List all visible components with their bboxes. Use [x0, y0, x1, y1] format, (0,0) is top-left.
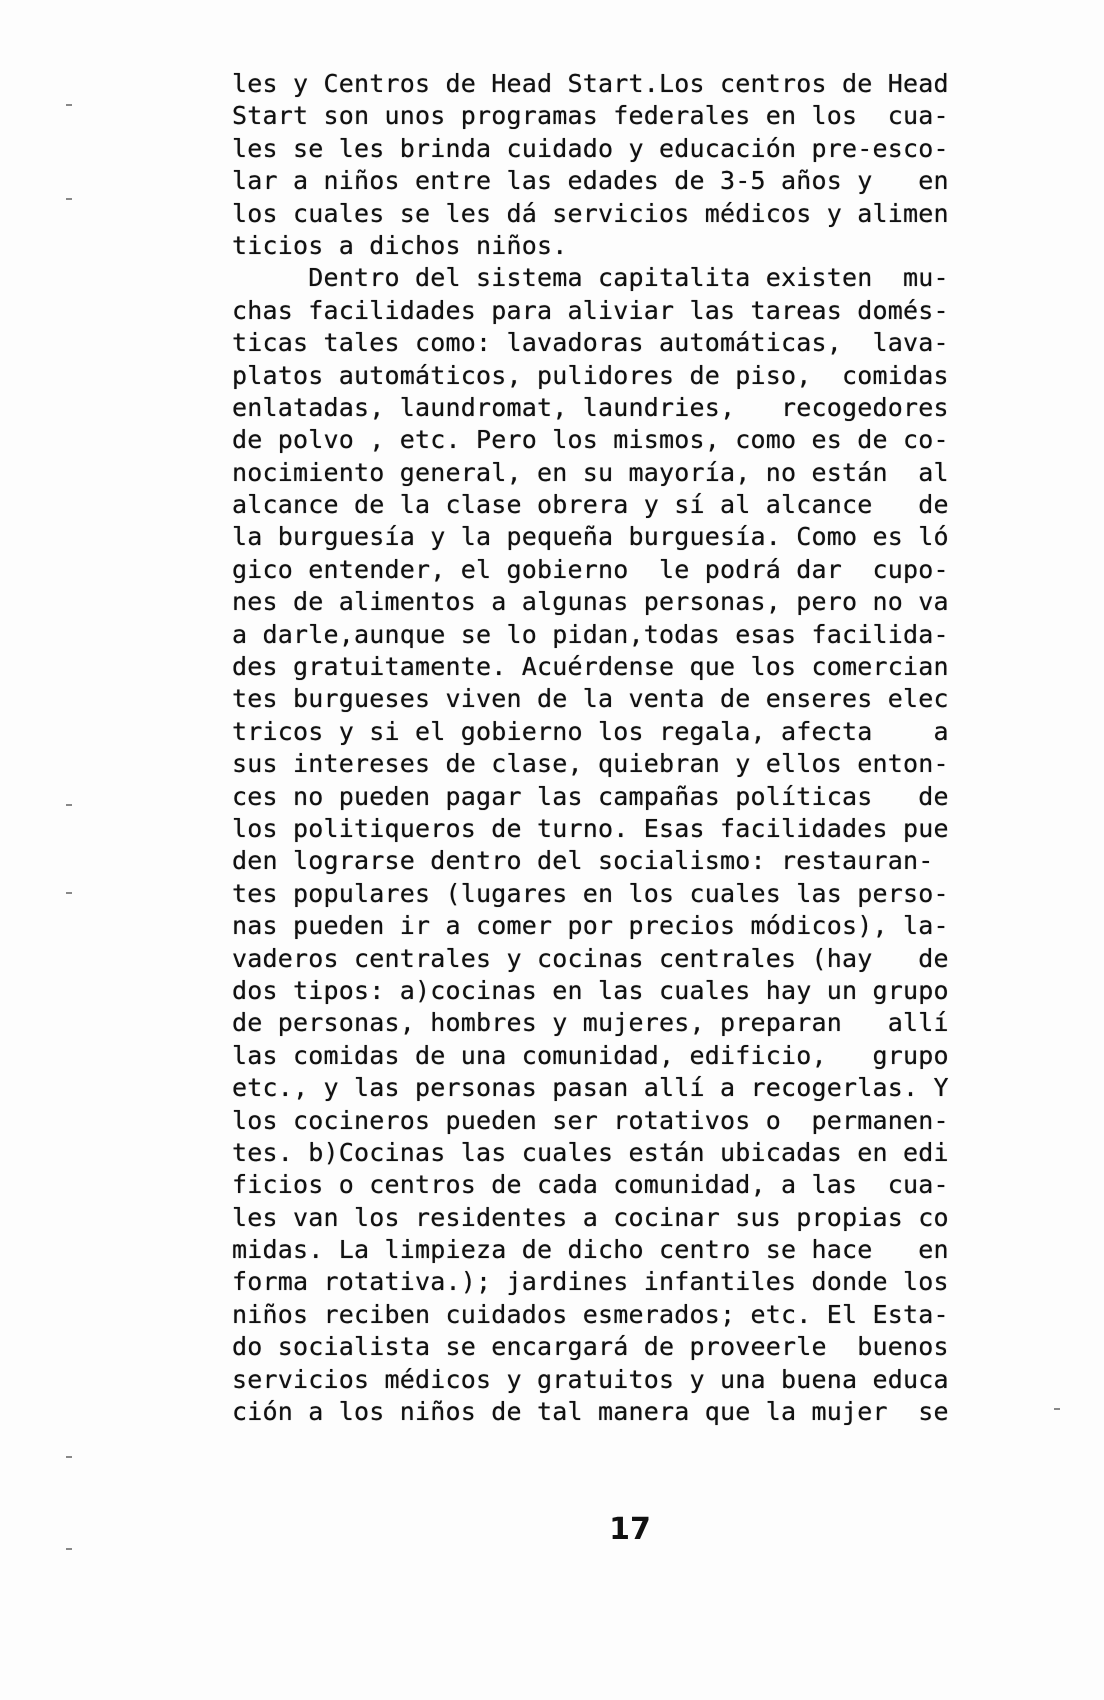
text-line: nocimiento general, en su mayoría, no están al [232, 457, 949, 487]
text-line: nas pueden ir a comer por precios módicos), la- [232, 911, 949, 941]
text-line: los politiqueros de turno. Esas facilidades pue [232, 813, 949, 843]
scan-mark [66, 1548, 72, 1550]
text-line: servicios médicos y gratuitos y una buena educa [232, 1364, 949, 1394]
text-line: Start son unos programas federales en los cua- [232, 101, 949, 131]
text-line: platos automáticos, pulidores de piso, comidas [232, 360, 949, 390]
scan-mark [66, 104, 72, 106]
scan-mark [66, 198, 72, 200]
scan-mark [66, 804, 72, 806]
text-line: los cocineros pueden ser rotativos o permanen- [232, 1105, 949, 1135]
text-line: ficios o centros de cada comunidad, a las cua- [232, 1170, 949, 1200]
text-line: etc., y las personas pasan allí a recogerlas. Y [232, 1073, 949, 1103]
text-line: Dentro del sistema capitalita existen mu- [232, 263, 949, 293]
text-line: la burguesía y la pequeña burguesía. Como es ló [232, 522, 949, 552]
text-line: ticios a dichos niños. [232, 230, 568, 260]
text-line: los cuales se les dá servicios médicos y alimen [232, 198, 949, 228]
text-line: alcance de la clase obrera y sí al alcance de [232, 490, 949, 520]
text-line: tricos y si el gobierno los regala, afecta a [232, 716, 949, 746]
text-line: sus intereses de clase, quiebran y ellos enton- [232, 749, 949, 779]
text-line: las comidas de una comunidad, edificio, grupo [232, 1040, 949, 1070]
text-line: den lograrse dentro del socialismo: restauran- [232, 846, 934, 876]
text-line: a darle,aunque se lo pidan,todas esas facilida- [232, 619, 949, 649]
text-line: ticas tales como: lavadoras automáticas, lava- [232, 328, 949, 358]
text-line: ces no pueden pagar las campañas políticas de [232, 781, 949, 811]
body-text [232, 68, 1012, 1428]
text-line: nes de alimentos a algunas personas, pero no va [232, 587, 949, 617]
text-line: niños reciben cuidados esmerados; etc. El Esta- [232, 1299, 949, 1329]
scan-mark [66, 892, 72, 894]
text-line: des gratuitamente. Acuérdense que los comercian [232, 652, 949, 682]
text-line: vaderos centrales y cocinas centrales (hay de [232, 943, 949, 973]
text-line: forma rotativa.); jardines infantiles donde los [232, 1267, 949, 1297]
text-line: de polvo , etc. Pero los mismos, como es de co- [232, 425, 949, 455]
text-line: de personas, hombres y mujeres, preparan allí [232, 1008, 949, 1038]
text-line: chas facilidades para aliviar las tareas domés- [232, 295, 949, 325]
text-line: do socialista se encargará de proveerle buenos [232, 1332, 949, 1362]
text-line: tes populares (lugares en los cuales las perso- [232, 878, 949, 908]
text-line: enlatadas, laundromat, laundries, recogedores [232, 392, 949, 422]
text-line: midas. La limpieza de dicho centro se hace en [232, 1235, 949, 1265]
text-line: tes burgueses viven de la venta de enseres elec [232, 684, 949, 714]
text-line: les van los residentes a cocinar sus propias co [232, 1202, 949, 1232]
text-line: les y Centros de Head Start.Los centros de Head [232, 69, 949, 98]
page-number: 17 [609, 1512, 651, 1547]
text-line: les se les brinda cuidado y educación pre-esco- [232, 133, 949, 163]
scan-mark [66, 1456, 72, 1458]
text-line: dos tipos: a)cocinas en las cuales hay un grupo [232, 975, 949, 1005]
scan-mark [1054, 1408, 1060, 1410]
text-line: ción a los niños de tal manera que la mujer se [232, 1397, 949, 1427]
text-line: lar a niños entre las edades de 3-5 años y en [232, 166, 949, 196]
text-line: tes. b)Cocinas las cuales están ubicadas en edi [232, 1137, 949, 1167]
text-line: gico entender, el gobierno le podrá dar cupo- [232, 554, 949, 584]
